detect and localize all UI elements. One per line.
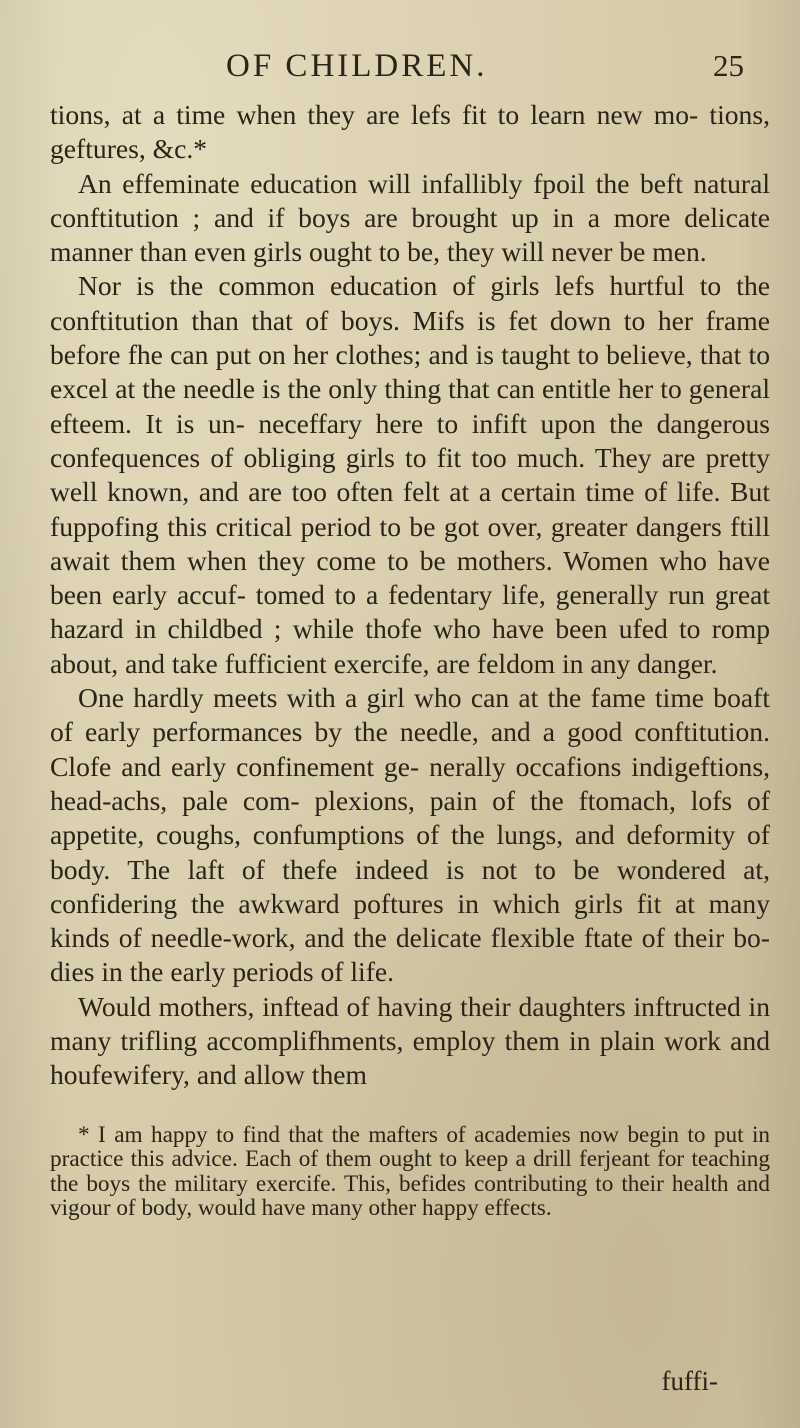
body-text bbox=[50, 98, 770, 1093]
paragraph-2: An effeminate education will infallibly fpoil the beft natural conftitution ; and if boys are brought up in a more delicate manner than even girls ought to be, they will never be men. bbox=[50, 167, 770, 268]
footnote bbox=[50, 1123, 770, 1221]
paragraph-3: Nor is the common education of girls lefs hurtful to the conftitution than that of boys. Mifs is fet down to her frame before fhe can put on her clothes; and is taught to believe, that to excel at the needle is the only thing that can entitle her to general efteem. It is un- neceffary here to infift upon the dangerous confequences of obliging girls to fit too much. They are pretty well known, and are too often felt at a certain time of life. But fuppofing this critical period to be got over, greater dangers ftill await them when they come to be mothers. Women who have been early accuf- tomed to a fedentary life, generally run great hazard in childbed ; while thofe who have been ufed to romp about, and take fufficient exercife, are feldom in any danger. bbox=[50, 270, 770, 679]
running-head: OF CHILDREN. bbox=[226, 48, 488, 84]
footnote-text: * I am happy to find that the mafters of academies now begin to put in practice this advice. Each of them ought to keep a drill ferjeant for teaching the boys the military exercife. This, befides contributing to their health and vigour of body, would have many other happy effects. bbox=[50, 1121, 770, 1222]
paragraph-4: One hardly meets with a girl who can at the fame time boaft of early performances by the needle, and a good conftitution. Clofe and early confinement ge- nerally occafions indigeftions, head-achs, pale com- plexions, pain of the ftomach, lofs of appetite, coughs, confumptions of the lungs, and deformity of body. The laft of thefe indeed is not to be wondered at, confidering the awkward poftures in which girls fit at many kinds of needle-work, and the delicate flexible ftate of their bo- dies in the early periods of life. bbox=[50, 682, 770, 988]
page-header bbox=[50, 48, 770, 94]
paragraph-5: Would mothers, inftead of having their daughters inftructed in many trifling accomplifhments, employ them in plain work and houfewifery, and allow them bbox=[50, 990, 770, 1091]
catchword: fuffi- bbox=[661, 1366, 718, 1396]
paragraph-1: tions, at a time when they are lefs fit to learn new mo- tions, geftures, &c.* bbox=[50, 99, 770, 165]
page-number: 25 bbox=[713, 48, 744, 83]
